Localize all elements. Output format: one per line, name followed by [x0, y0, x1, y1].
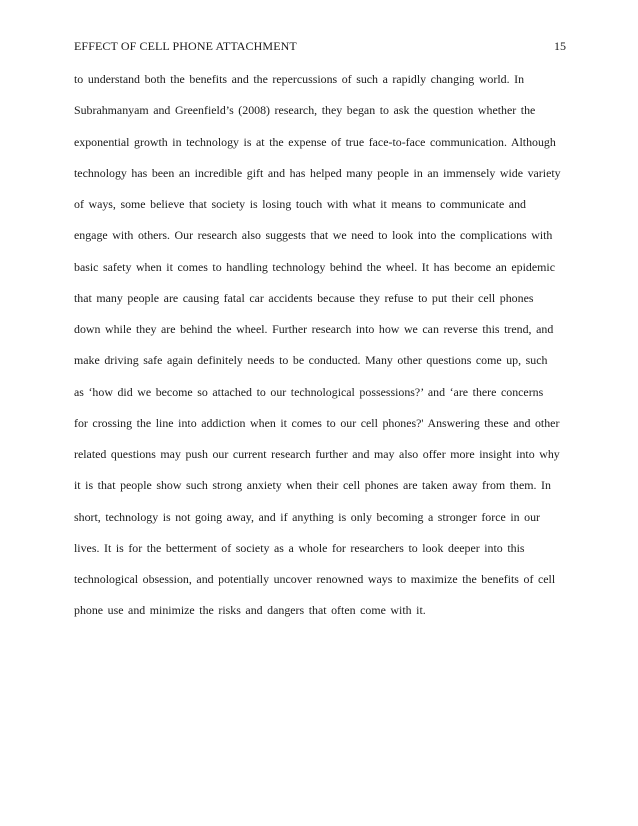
body-paragraph [74, 71, 574, 634]
page-number: 15 [554, 39, 566, 53]
text-line: it is that people show such strong anxiety when their cell phones are taken away from them. In [74, 478, 551, 493]
text-line: technology has been an incredible gift and has helped many people in an immensely wide variety [74, 165, 561, 180]
running-head: EFFECT OF CELL PHONE ATTACHMENT [74, 39, 297, 53]
text-line: technological obsession, and potentially uncover renowned ways to maximize the benefits of cell [74, 572, 556, 586]
text-line: engage with others. Our research also suggests that we need to look into the complications with [74, 228, 553, 243]
text-line: of ways, some believe that society is losing touch with what it means to communicate and [74, 197, 526, 211]
text-line: short, technology is not going away, and if anything is only becoming a stronger force in our [74, 509, 541, 524]
text-line: Subrahmanyam and Greenfield’s (2008) research, they began to ask the question whether the [74, 103, 536, 118]
text-line: make driving safe again definitely needs to be conducted. Many other questions come up, such [74, 353, 548, 368]
text-line: exponential growth in technology is at the expense of true face-to-face communication. Although [74, 134, 556, 149]
text-line: down while they are behind the wheel. Further research into how we can reverse this trend, and [74, 322, 554, 336]
text-line: that many people are causing fatal car accidents because they refuse to put their cell phones [74, 290, 534, 305]
text-line: phone use and minimize the risks and dangers that often come with it. [74, 603, 426, 618]
text-line: lives. It is for the betterment of society as a whole for researchers to look deeper into this [74, 540, 525, 555]
text-line: for crossing the line into addiction when it comes to our cell phones?' Answering these and other [74, 415, 560, 430]
text-line: related questions may push our current research further and may also offer more insight into why [74, 447, 560, 461]
text-line: to understand both the benefits and the repercussions of such a rapidly changing world. In [74, 72, 525, 86]
text-line: basic safety when it comes to handling technology behind the wheel. It has become an epidemic [74, 259, 555, 274]
text-line: as ‘how did we become so attached to our technological possessions?’ and ‘are there concerns [74, 384, 544, 399]
